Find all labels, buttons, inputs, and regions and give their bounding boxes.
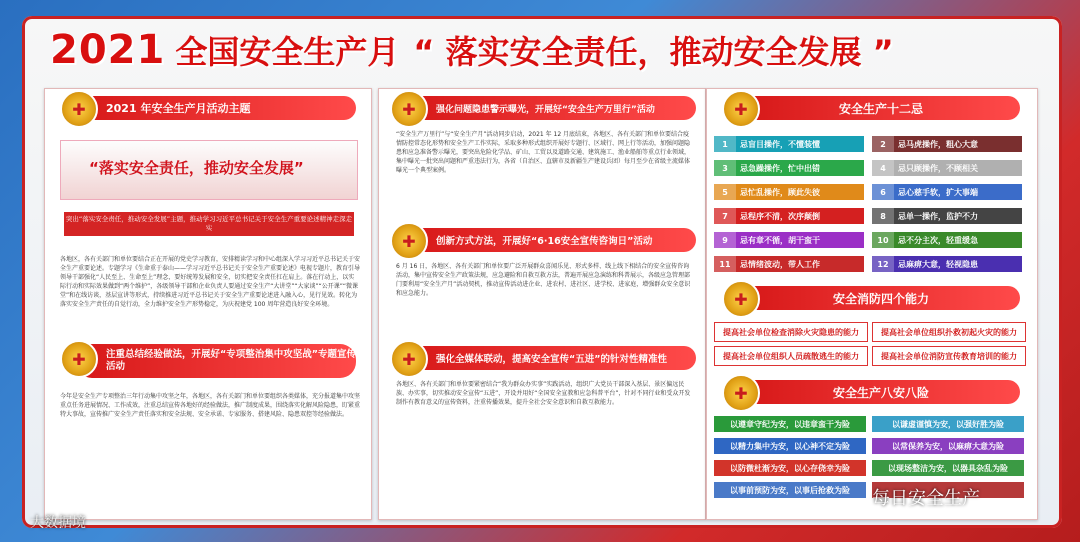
emblem-icon: ✚ — [390, 222, 428, 260]
taboo-item-12: 12 忌麻痹大意，轻视隐患 — [872, 256, 1022, 272]
emblem-icon: ✚ — [722, 90, 760, 128]
taboo-item-1: 1 忌盲目操作，不懂装懂 — [714, 136, 864, 152]
eight-rule-6: 以现场整洁为安，以器具杂乱为险 — [872, 460, 1024, 476]
title-main: 全国安全生产月 — [175, 33, 400, 71]
theme-banner-text: “落实安全责任，推动安全发展” — [89, 159, 304, 177]
watermark-right: 每日安全生产 — [872, 488, 980, 509]
fire-ability-3: 提高社会单位组织人员疏散逃生的能力 — [714, 346, 868, 366]
emblem-icon: ✚ — [722, 280, 760, 318]
emblem-icon: ✚ — [390, 340, 428, 378]
fire-ability-1: 提高社会单位检查消除火灾隐患的能力 — [714, 322, 868, 342]
eight-rule-7: 以事前预防为安，以事后抢救为险 — [714, 482, 866, 498]
mid-paragraph-1: “安全生产万里行”与“安全生产月”活动同步启动，2021 年 12 月底结束，各地区、各有关部门和单位要结合疫情防控常态化形势和安全生产工作实际，采取多种形式组织开展好专题行、区域行、网上行等活动，加强问题隐患和应急准备警示曝光，要突出危险化学品、矿山、工贸以及道路交通、建筑施工、渔业船舶等重点行业领域，集中曝光一批突出问题和严重违法行为，各省（自治区、直辖市及新疆生产建设兵团）每月至少在省级主流媒体曝光一个典型案例。 — [396, 131, 691, 174]
taboo-item-5: 5 忌忙乱操作，顾此失彼 — [714, 184, 864, 200]
taboo-item-6: 6 忌心慈手软，扩大事端 — [872, 184, 1022, 200]
mid-header-1: 强化问题隐患警示曝光，开展好“安全生产万里行”活动 — [406, 96, 696, 120]
emblem-icon: ✚ — [390, 90, 428, 128]
watermark-left: 大数据境 — [30, 515, 86, 531]
left-header-1: 2021 年安全生产月活动主题 — [76, 96, 356, 120]
main-title — [50, 25, 1040, 75]
eight-rule-2: 以谦虚谨慎为安，以强好胜为险 — [872, 416, 1024, 432]
taboo-item-7: 7 忌程序不清，次序颠倒 — [714, 208, 864, 224]
theme-blurb: 突出“落实安全责任，推动安全发展”主题，推动学习习近平总书记关于安全生产重要论述精神走深走实 — [64, 212, 354, 236]
title-slogan: “ 落实安全责任，推动安全发展 ” — [413, 33, 894, 71]
right-header-2: 安全消防四个能力 — [742, 286, 1020, 310]
mid-paragraph-2: 6 月 16 日，各地区、各有关部门和单位要广泛开展群众喜闻乐见、形式多样、线上线下相结合的安全宣传咨询活动，集中宣传安全生产政策法规，应急避险和自救互救方法，普遍开展应急演练和科普展示，各级应急管理部门要利用“安全生产月”活动契机，推动宣传活动进企业、进农村、进社区、进学校、进家庭，增强群众安全意识和应急能力。 — [396, 263, 691, 297]
eight-rule-1: 以遵章守纪为安，以违章蛮干为险 — [714, 416, 866, 432]
taboo-item-2: 2 忌马虎操作，粗心大意 — [872, 136, 1022, 152]
left-paragraph-2: 今年是安全生产专项整治三年行动集中攻坚之年，各地区，各有关部门和单位要组织各类媒体，充分报道集中攻坚重点任务进展情况、工作成效，注重总结宣传各地好的经验做法，推广制度成果，围绕落实化解风险隐患，盯紧重特大事故，宣传推广安全生产责任落实和安全法规、安全承诺、专家服务、搭建风险、隐患双控等经验做法。 — [60, 393, 360, 418]
mid-header-2: 创新方式方法，开展好“6·16安全宣传咨询日”活动 — [406, 228, 696, 252]
eight-rule-4: 以常保养为安，以麻痹大意为险 — [872, 438, 1024, 454]
emblem-icon: ✚ — [60, 340, 98, 378]
emblem-icon: ✚ — [60, 90, 98, 128]
left-header-2: 注重总结经验做法，开展好“专项整治集中攻坚战”专题宣传活动 — [76, 344, 356, 378]
emblem-icon: ✚ — [722, 374, 760, 412]
taboo-item-11: 11 忌情绪波动，带人工作 — [714, 256, 864, 272]
left-paragraph-1: 各地区，各有关部门和单位要结合正在开展的党史学习教育，安排精读学习和中心组深入学习习近平总书记关于安全生产重要论述。专题学习《生命重于泰山——学习习近平总书记关于安全生产重要论述》电视专题片，教育引导领导干部强化“人民至上、生命至上”理念，要好统筹发展和安全，切实把安全责任扛在肩上。落在行动上，以实际行动和实际效果做到“两个维护”，各级领导干部和企业负责人要通过安全生产“大讲堂”“大家谈”“公开课”“微课堂”和在线访谈，基层宣讲等形式，持续推进习近平总书记关于安全生产重要论述进入融入心，见行见效。转化为落实安全生产责任的自觉行动，全力维护安全生产形势稳定，为庆祝建党 100 周年营造良好安全环境。 — [60, 256, 360, 308]
taboo-item-9: 9 忌有章不循，胡干蛮干 — [714, 232, 864, 248]
mid-header-3: 强化全媒体联动，提高安全宣传“五进”的针对性精准性 — [406, 346, 696, 370]
eight-rule-3: 以精力集中为安，以心神不定为险 — [714, 438, 866, 454]
theme-banner — [60, 140, 358, 200]
title-year: 2021 — [50, 27, 166, 73]
mid-paragraph-3: 各地区、各有关部门和单位要紧密结合“我为群众办实事”实践活动，组织广大党员干部深入基层、景区偏远民族、办实事，切实推动安全宣传“五进”，开设并用好“全国安全宣教和应急科普平台”，针对不同行业和受众开发制作有教育意义的宣传资料，注重传播效果，提升全社会安全意识和自救互救能力。 — [396, 381, 691, 406]
right-header-3: 安全生产八安八险 — [742, 380, 1020, 404]
right-header-1: 安全生产十二忌 — [742, 96, 1020, 120]
eight-rule-5: 以防微杜渐为安，以心存侥幸为险 — [714, 460, 866, 476]
taboo-item-8: 8 忌单一操作，监护不力 — [872, 208, 1022, 224]
taboo-item-3: 3 忌急躁操作，忙中出错 — [714, 160, 864, 176]
fire-ability-4: 提高社会单位消防宣传教育培训的能力 — [872, 346, 1026, 366]
fire-ability-2: 提高社会单位组织扑救初起火灾的能力 — [872, 322, 1026, 342]
taboo-item-10: 10 忌不分主次，轻重缓急 — [872, 232, 1022, 248]
taboo-item-4: 4 忌只顾操作，不顾相关 — [872, 160, 1022, 176]
